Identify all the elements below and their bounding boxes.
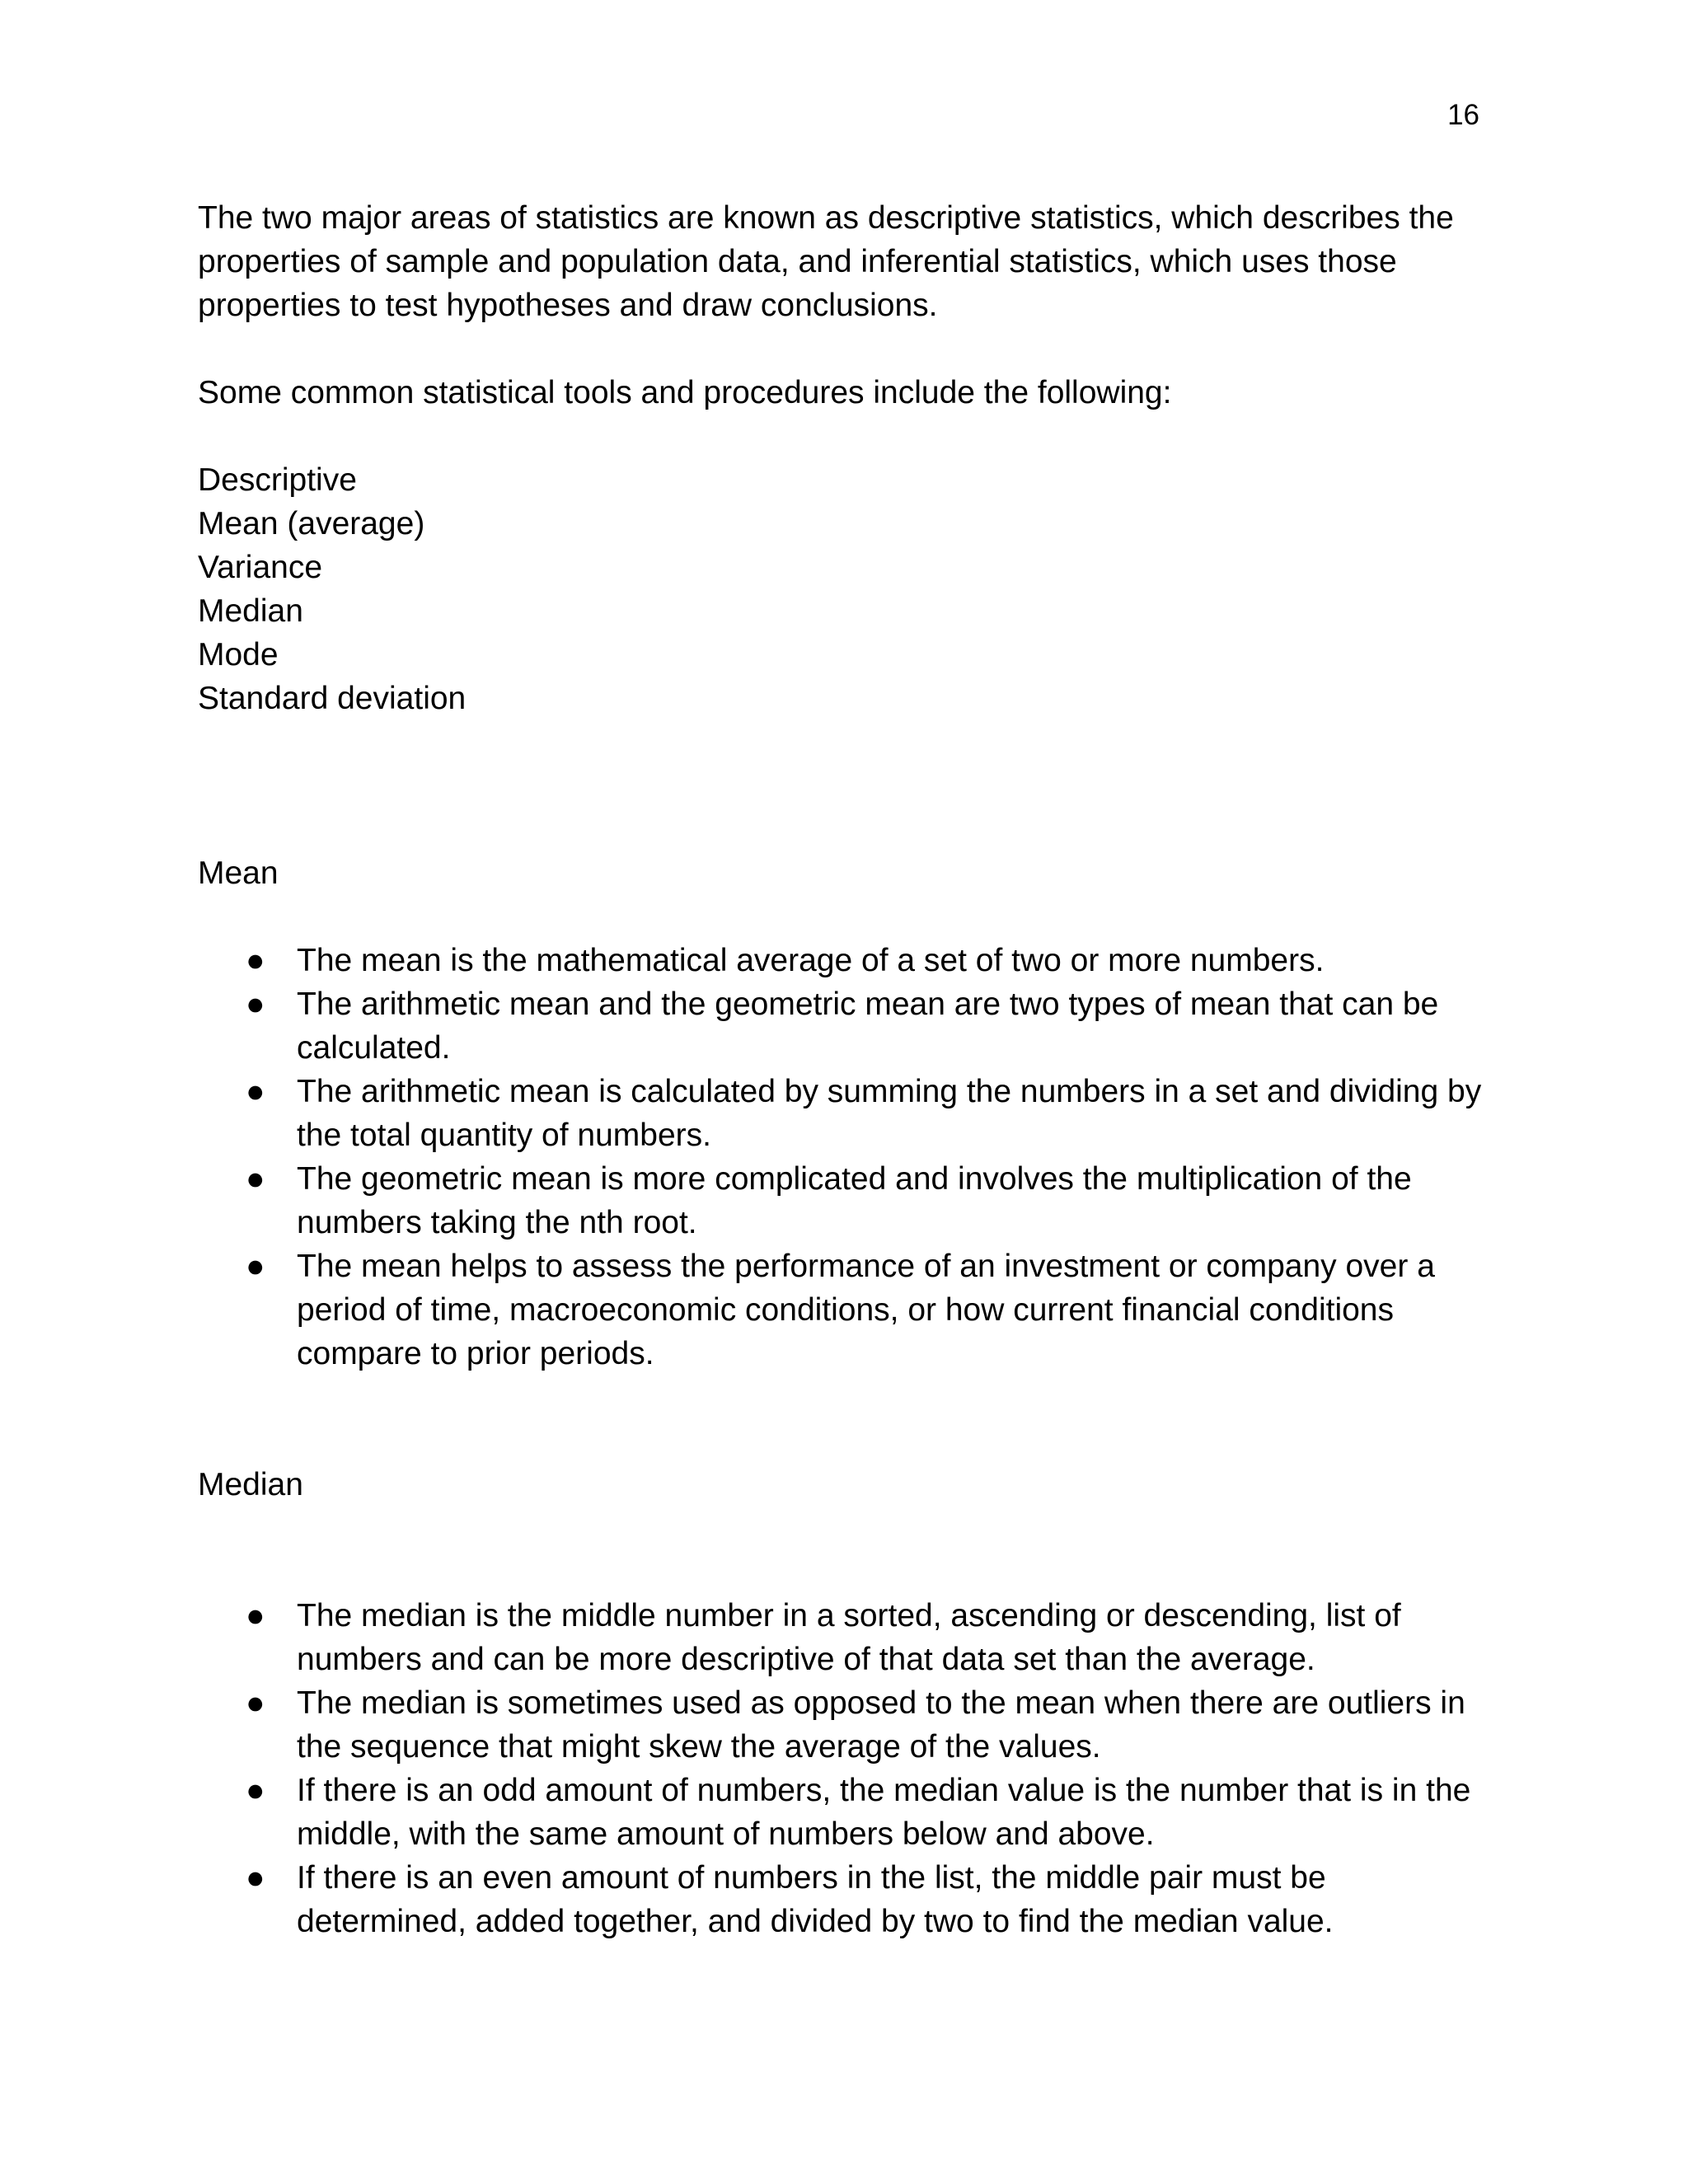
list-item [198, 1070, 1484, 1157]
spacer [198, 327, 1484, 371]
list-item [198, 1244, 1484, 1376]
bullet-icon: ● [246, 1860, 265, 1896]
bullet-text: The mean is the mathematical average of a set of two or more numbers. [297, 943, 1325, 978]
bullet-text: The mean helps to assess the performance of an investment or company over a period of time, macroeconomic conditions, or how current financial conditions compare to prior periods. [297, 1249, 1435, 1371]
bullet-text: The median is the middle number in a sorted, ascending or descending, list of numbers and can be more descriptive of that data set than the average. [297, 1598, 1401, 1677]
page-number: 16 [1447, 99, 1479, 131]
median-bullet-list [198, 1594, 1484, 1943]
spacer [198, 415, 1484, 458]
bullet-icon: ● [246, 1161, 265, 1197]
bullet-text: The median is sometimes used as opposed to the mean when there are outliers in the sequence that might skew the average of the values. [297, 1685, 1465, 1765]
tool-item-mean: Mean (average) [198, 506, 425, 541]
bullet-icon: ● [246, 1685, 265, 1721]
tools-lead-paragraph: Some common statistical tools and procedures include the following: [198, 375, 1172, 410]
bullet-icon: ● [246, 987, 265, 1022]
bullet-text: The arithmetic mean is calculated by summing the numbers in a set and dividing by the total quantity of numbers. [297, 1074, 1482, 1153]
bullet-text: The arithmetic mean and the geometric mean are two types of mean that can be calculated. [297, 987, 1439, 1066]
bullet-text: The geometric mean is more complicated and involves the multiplication of the numbers taking the nth root. [297, 1161, 1412, 1240]
median-heading: Median [198, 1467, 303, 1502]
bullet-icon: ● [246, 943, 265, 978]
tool-item-standard-deviation: Standard deviation [198, 681, 467, 716]
tool-item-variance: Variance [198, 550, 323, 585]
bullet-text: If there is an even amount of numbers in the list, the middle pair must be determined, added together, and divided by two to find the median value. [297, 1860, 1334, 1939]
list-item [198, 982, 1484, 1070]
mean-bullet-list [198, 939, 1484, 1376]
bullet-text: If there is an odd amount of numbers, the median value is the number that is in the middle, with the same amount of numbers below and above. [297, 1773, 1471, 1852]
tool-item-mode: Mode [198, 637, 279, 673]
list-item [198, 1157, 1484, 1244]
tool-item-median: Median [198, 593, 303, 629]
bullet-icon: ● [246, 1249, 265, 1284]
list-item [198, 1769, 1484, 1856]
tools-list [198, 502, 1484, 720]
bullet-icon: ● [246, 1598, 265, 1633]
list-item [198, 939, 1484, 982]
list-item [198, 1856, 1484, 1943]
page-content [198, 196, 1484, 1943]
intro-paragraph: The two major areas of statistics are known as descriptive statistics, which describes the properties of sample and population data, and inferential statistics, which uses those properties to test hypotheses and draw conclusions. [198, 200, 1454, 323]
list-item [198, 1681, 1484, 1769]
mean-heading: Mean [198, 855, 279, 891]
list-item [198, 1594, 1484, 1681]
bullet-icon: ● [246, 1074, 265, 1109]
bullet-icon: ● [246, 1773, 265, 1808]
tools-heading: Descriptive [198, 462, 357, 498]
